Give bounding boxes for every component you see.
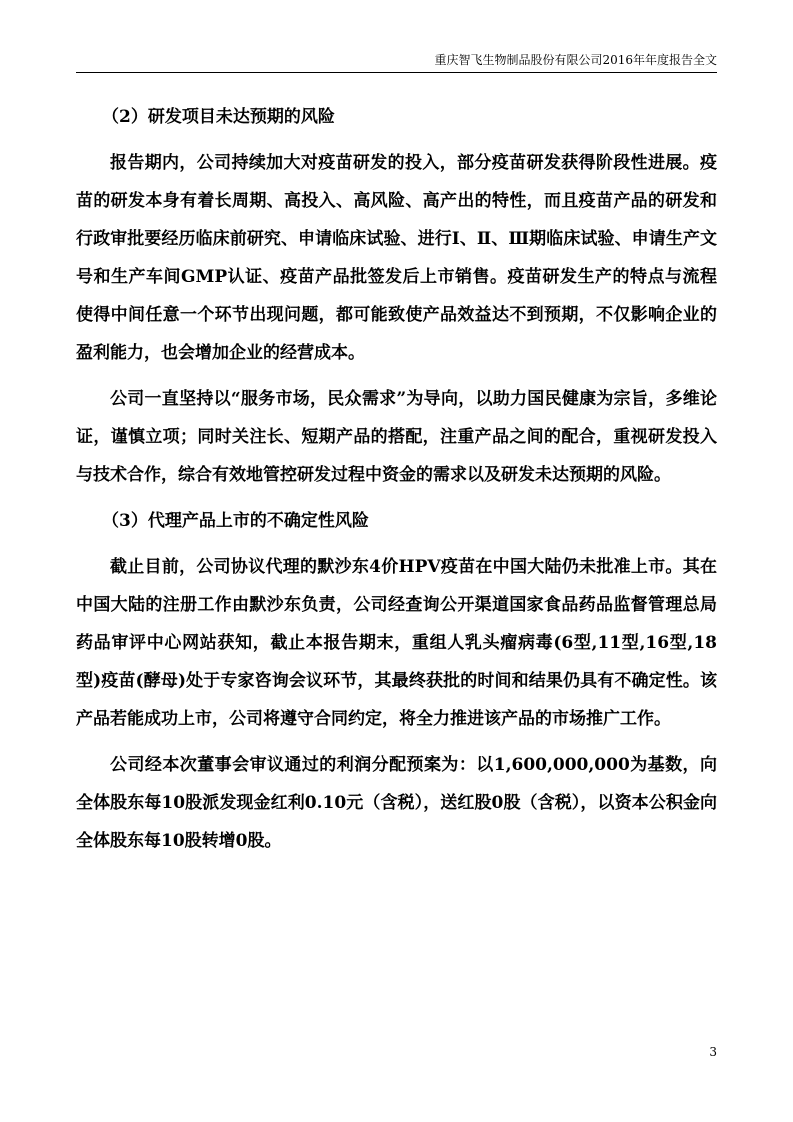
paragraph: 公司经本次董事会审议通过的利润分配预案为：以1,600,000,000为基数，向全体股东每10股派发现金红利0.10元（含税），送红股0股（含税），以资本公积金向全体股东每10股转增0股。 — [76, 755, 717, 851]
paragraph: 公司一直坚持以“服务市场，民众需求”为导向，以助力国民健康为宗旨，多维论证，谨慎立项；同时关注长、短期产品的搭配，注重产品之间的配合，重视研发投入与技术合作，综合有效地管控研发过程中资金的需求以及研发未达预期的风险。 — [76, 389, 717, 485]
header-title: 重庆智飞生物制品股份有限公司2016年年度报告全文 — [434, 53, 717, 67]
paragraph: 报告期内，公司持续加大对疫苗研发的投入，部分疫苗研发获得阶段性进展。疫苗的研发本身有着长周期、高投入、高风险、高产出的特性，而且疫苗产品的研发和行政审批要经历临床前研究、申请临床试验、进行Ⅰ、Ⅱ、Ⅲ期临床试验、申请生产文号和生产车间GMP认证、疫苗产品批签发后上市销售。疫苗研发生产的特点与流程使得中间任意一个环节出现问题，都可能致使产品效益达不到预期，不仅影响企业的盈利能力，也会增加企业的经营成本。 — [76, 153, 717, 363]
section-agency-risk — [76, 502, 717, 860]
section-heading: （2）研发项目未达预期的风险 — [102, 107, 335, 127]
page-number-text: 3 — [709, 1045, 717, 1059]
section-rd-risk — [76, 98, 717, 494]
page-content — [76, 98, 717, 868]
paragraph: 截止目前，公司协议代理的默沙东4价HPV疫苗在中国大陆仍未批准上市。其在中国大陆的注册工作由默沙东负责，公司经查询公开渠道国家食品药品监督管理总局药品审评中心网站获知，截止本报告期末，重组人乳头瘤病毒(6型,11型,16型,18型)疫苗(酵母)处于专家咨询会议环节，其最终获批的时间和结果仍具有不确定性。该产品若能成功上市，公司将遵守合同约定，将全力推进该产品的市场推广工作。 — [76, 557, 717, 729]
page-header — [76, 52, 717, 73]
page-number — [76, 1044, 717, 1060]
section-heading: （3）代理产品上市的不确定性风险 — [102, 511, 369, 531]
